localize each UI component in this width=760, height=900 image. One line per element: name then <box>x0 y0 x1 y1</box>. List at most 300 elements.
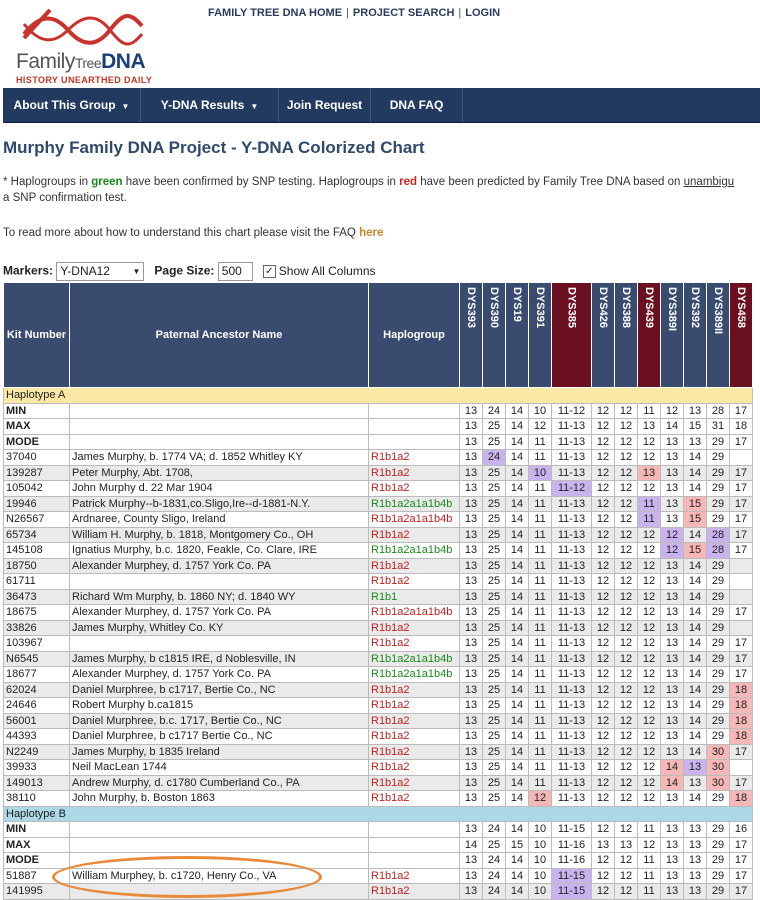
marker-value-cell <box>730 620 753 636</box>
haplogroup-cell: R1b1a2a1a1b4b <box>369 496 460 512</box>
kit-number-cell: 24646 <box>4 698 70 714</box>
haplogroup-cell: R1b1a2 <box>369 744 460 760</box>
marker-value-cell: 17 <box>730 512 753 528</box>
marker-value-cell: 12 <box>592 450 615 466</box>
ancestor-name-cell: Alexander Murphey, d. 1757 York Co. PA <box>70 667 369 683</box>
kit-number-cell: 19946 <box>4 496 70 512</box>
marker-value-cell: 17 <box>730 667 753 683</box>
marker-value-cell: 12 <box>615 465 638 481</box>
table-row <box>4 884 753 900</box>
marker-value-cell: 13 <box>684 837 707 853</box>
marker-value-cell: 14 <box>506 791 529 807</box>
table-row <box>4 481 753 497</box>
marker-value-cell: 13 <box>638 419 661 435</box>
marker-value-cell: 11-12 <box>552 481 592 497</box>
ancestor-name-cell: Daniel Murphree, b.c. 1717, Bertie Co., NC <box>70 713 369 729</box>
marker-value-cell: 18 <box>730 729 753 745</box>
ancestor-name-cell: Patrick Murphy--b-1831,co.Sligo,Ire--d-1881-N.Y. <box>70 496 369 512</box>
stat-row <box>4 822 753 838</box>
marker-value-cell: 13 <box>661 729 684 745</box>
marker-value-cell: 12 <box>661 543 684 559</box>
marker-value-cell: 13 <box>661 667 684 683</box>
marker-value-cell: 31 <box>707 419 730 435</box>
marker-value-cell: 10 <box>529 884 552 900</box>
ancestor-name-cell: Ardnaree, County Sligo, Ireland <box>70 512 369 528</box>
marker-value-cell: 11-13 <box>552 589 592 605</box>
marker-value-cell: 29 <box>707 682 730 698</box>
table-row <box>4 527 753 543</box>
markers-select[interactable]: Y-DNA12 ▼ <box>56 262 144 281</box>
marker-value-cell: 12 <box>638 837 661 853</box>
kit-number-cell: 145108 <box>4 543 70 559</box>
marker-value-cell: 29 <box>707 837 730 853</box>
marker-value-cell: 12 <box>592 667 615 683</box>
marker-value-cell: 12 <box>638 589 661 605</box>
marker-value-cell: 11 <box>529 744 552 760</box>
ancestor-name-cell: James Murphy, b c1815 IRE, d Noblesville, IN <box>70 651 369 667</box>
stat-row <box>4 837 753 853</box>
marker-value-cell: 11-16 <box>552 837 592 853</box>
kit-number-cell: 37040 <box>4 450 70 466</box>
link-home[interactable]: FAMILY TREE DNA HOME <box>208 7 343 19</box>
ancestor-name-cell: Neil MacLean 1744 <box>70 760 369 776</box>
marker-value-cell: 17 <box>730 853 753 869</box>
dropdown-arrow-icon: ▼ <box>132 267 141 276</box>
marker-value-cell: 14 <box>506 744 529 760</box>
marker-value-cell: 12 <box>592 543 615 559</box>
marker-value-cell: 12 <box>592 496 615 512</box>
table-row <box>4 713 753 729</box>
marker-value-cell: 24 <box>483 884 506 900</box>
marker-value-cell: 12 <box>615 713 638 729</box>
haplogroup-cell: R1b1a2 <box>369 729 460 745</box>
empty-cell <box>369 853 460 869</box>
stat-label: MAX <box>4 419 70 435</box>
marker-value-cell: 10 <box>529 853 552 869</box>
marker-value-cell: 12 <box>638 760 661 776</box>
marker-value-cell: 29 <box>707 713 730 729</box>
marker-value-cell: 25 <box>483 760 506 776</box>
marker-value-cell: 12 <box>615 698 638 714</box>
header-marker <box>615 283 638 388</box>
marker-value-cell: 12 <box>592 419 615 435</box>
marker-value-cell: 29 <box>707 620 730 636</box>
kit-number-cell: 18675 <box>4 605 70 621</box>
page-size-input[interactable]: 500 <box>218 262 253 281</box>
empty-cell <box>369 403 460 419</box>
marker-value-cell: 12 <box>638 729 661 745</box>
brand-tagline: HISTORY UNEARTHED DAILY <box>16 75 153 85</box>
marker-value-cell: 13 <box>661 791 684 807</box>
marker-value-cell: 12 <box>592 729 615 745</box>
marker-value-cell: 14 <box>684 620 707 636</box>
marker-value-cell: 13 <box>684 403 707 419</box>
marker-value-cell: 11-13 <box>552 527 592 543</box>
marker-value-cell: 13 <box>661 853 684 869</box>
marker-value-cell: 12 <box>615 543 638 559</box>
haplotype-group-label: Haplotype B <box>4 806 753 822</box>
kit-number-cell: 65734 <box>4 527 70 543</box>
empty-cell <box>70 419 369 435</box>
table-row <box>4 744 753 760</box>
marker-value-cell: 11-13 <box>552 512 592 528</box>
marker-value-cell: 12 <box>638 682 661 698</box>
markers-label: Markers: <box>3 263 54 278</box>
haplotype-group-row <box>4 806 753 822</box>
marker-value-cell: 15 <box>684 543 707 559</box>
marker-value-cell: 12 <box>615 868 638 884</box>
marker-value-cell: 12 <box>592 403 615 419</box>
marker-value-cell: 11 <box>529 775 552 791</box>
marker-value-cell: 11-13 <box>552 558 592 574</box>
marker-value-cell: 14 <box>684 574 707 590</box>
marker-value-cell: 24 <box>483 822 506 838</box>
haplotype-group-row <box>4 388 753 404</box>
main-nav <box>3 88 760 123</box>
marker-value-cell: 12 <box>615 651 638 667</box>
marker-value-cell: 12 <box>615 760 638 776</box>
marker-value-cell: 11 <box>529 589 552 605</box>
marker-value-cell: 11 <box>529 760 552 776</box>
marker-value-cell: 11 <box>638 853 661 869</box>
haplogroup-cell: R1b1a2 <box>369 574 460 590</box>
marker-value-cell: 14 <box>506 651 529 667</box>
marker-value-cell: 11 <box>529 713 552 729</box>
ancestor-name-cell: Richard Wm Murphy, b. 1860 NY; d. 1840 WY <box>70 589 369 605</box>
header-marker <box>529 283 552 388</box>
caret-down-icon: ▼ <box>250 102 259 111</box>
marker-value-cell: 25 <box>483 434 506 450</box>
marker-value-cell: 11-13 <box>552 543 592 559</box>
marker-value-cell: 12 <box>615 574 638 590</box>
marker-value-cell: 25 <box>483 589 506 605</box>
marker-value-cell: 15 <box>684 496 707 512</box>
marker-value-cell: 14 <box>684 713 707 729</box>
marker-value-cell: 14 <box>684 481 707 497</box>
marker-value-cell <box>730 450 753 466</box>
ancestor-name-cell <box>70 884 369 900</box>
header-row <box>4 283 753 388</box>
table-row <box>4 589 753 605</box>
marker-label: DYS426 <box>597 287 609 328</box>
marker-value-cell: 12 <box>615 434 638 450</box>
marker-value-cell: 18 <box>730 698 753 714</box>
marker-value-cell: 13 <box>661 713 684 729</box>
marker-value-cell: 25 <box>483 837 506 853</box>
marker-value-cell: 12 <box>592 698 615 714</box>
haplogroup-cell: R1b1a2a1a1b4b <box>369 651 460 667</box>
marker-value-cell: 13 <box>460 589 483 605</box>
marker-value-cell: 25 <box>483 465 506 481</box>
haplogroup-cell: R1b1a2 <box>369 713 460 729</box>
marker-value-cell: 11-13 <box>552 651 592 667</box>
marker-value-cell: 14 <box>460 837 483 853</box>
marker-value-cell: 29 <box>707 574 730 590</box>
marker-value-cell: 12 <box>592 744 615 760</box>
marker-value-cell: 13 <box>661 465 684 481</box>
marker-value-cell: 13 <box>460 682 483 698</box>
marker-value-cell: 11 <box>529 481 552 497</box>
marker-value-cell: 13 <box>460 667 483 683</box>
marker-value-cell: 11 <box>529 558 552 574</box>
marker-value-cell: 14 <box>684 636 707 652</box>
marker-value-cell: 11 <box>638 868 661 884</box>
marker-value-cell: 14 <box>684 527 707 543</box>
marker-value-cell: 14 <box>506 729 529 745</box>
marker-value-cell: 12 <box>638 543 661 559</box>
marker-label: DYS389I <box>666 287 678 332</box>
marker-value-cell: 12 <box>592 481 615 497</box>
marker-value-cell: 12 <box>638 713 661 729</box>
marker-value-cell: 12 <box>615 450 638 466</box>
marker-value-cell: 14 <box>506 434 529 450</box>
marker-value-cell: 11 <box>529 698 552 714</box>
nav-y-dna-results[interactable]: Y-DNA Results ▼ <box>141 88 279 122</box>
marker-value-cell: 11-15 <box>552 822 592 838</box>
kit-number-cell: 62024 <box>4 682 70 698</box>
marker-value-cell: 13 <box>661 884 684 900</box>
marker-value-cell: 12 <box>638 698 661 714</box>
marker-value-cell: 12 <box>638 667 661 683</box>
header-kit-number[interactable]: Kit Number <box>4 283 70 388</box>
marker-value-cell: 12 <box>615 775 638 791</box>
stat-row <box>4 853 753 869</box>
marker-value-cell: 12 <box>638 527 661 543</box>
ancestor-name-cell: Ignatius Murphy, b.c. 1820, Feakle, Co. Clare, IRE <box>70 543 369 559</box>
marker-value-cell: 13 <box>661 512 684 528</box>
marker-value-cell: 13 <box>460 729 483 745</box>
dna-helix-icon <box>10 8 150 52</box>
marker-value-cell: 28 <box>707 403 730 419</box>
marker-value-cell: 11 <box>638 403 661 419</box>
marker-value-cell: 14 <box>684 744 707 760</box>
marker-value-cell: 12 <box>592 574 615 590</box>
chart-controls <box>3 262 376 282</box>
marker-value-cell: 25 <box>483 744 506 760</box>
nav-dna-faq[interactable]: DNA FAQ <box>371 88 463 122</box>
marker-value-cell: 29 <box>707 791 730 807</box>
marker-value-cell: 12 <box>638 651 661 667</box>
ancestor-name-cell <box>70 636 369 652</box>
marker-value-cell: 12 <box>592 791 615 807</box>
marker-value-cell: 12 <box>592 853 615 869</box>
marker-label: DYS392 <box>689 287 701 328</box>
ancestor-name-cell: William Murphey, b. c1720, Henry Co., VA <box>70 868 369 884</box>
marker-value-cell: 25 <box>483 558 506 574</box>
nav-about-this-group[interactable]: About This Group ▼ <box>3 88 141 122</box>
page-size-label: Page Size: <box>154 263 215 278</box>
marker-value-cell: 17 <box>730 496 753 512</box>
marker-value-cell: 29 <box>707 496 730 512</box>
marker-value-cell: 11 <box>529 636 552 652</box>
marker-value-cell: 14 <box>506 884 529 900</box>
table-header <box>4 283 753 388</box>
marker-value-cell: 25 <box>483 512 506 528</box>
marker-value-cell: 11 <box>529 682 552 698</box>
marker-value-cell: 12 <box>638 450 661 466</box>
marker-value-cell: 12 <box>615 667 638 683</box>
marker-value-cell: 15 <box>684 419 707 435</box>
marker-value-cell: 17 <box>730 403 753 419</box>
marker-value-cell: 14 <box>506 589 529 605</box>
marker-value-cell: 10 <box>529 403 552 419</box>
marker-value-cell: 14 <box>506 605 529 621</box>
kit-number-cell: 36473 <box>4 589 70 605</box>
marker-value-cell: 14 <box>684 791 707 807</box>
marker-value-cell: 25 <box>483 620 506 636</box>
nav-join-request[interactable]: Join Request <box>279 88 371 122</box>
marker-value-cell <box>730 574 753 590</box>
marker-value-cell: 17 <box>730 434 753 450</box>
marker-value-cell: 14 <box>684 698 707 714</box>
marker-value-cell: 12 <box>638 791 661 807</box>
marker-value-cell: 12 <box>615 589 638 605</box>
top-links: FAMILY TREE DNA HOME | PROJECT SEARCH | LOGIN <box>208 7 501 19</box>
marker-value-cell: 14 <box>506 698 529 714</box>
marker-value-cell: 11 <box>638 822 661 838</box>
marker-value-cell: 14 <box>506 574 529 590</box>
kit-number-cell: 38110 <box>4 791 70 807</box>
marker-value-cell: 13 <box>460 403 483 419</box>
marker-value-cell: 11-13 <box>552 450 592 466</box>
stat-label: MAX <box>4 837 70 853</box>
marker-value-cell: 12 <box>615 527 638 543</box>
marker-value-cell: 12 <box>638 574 661 590</box>
marker-value-cell: 13 <box>592 837 615 853</box>
kit-number-cell: 105042 <box>4 481 70 497</box>
haplogroup-cell: R1b1 <box>369 589 460 605</box>
header-marker <box>661 283 684 388</box>
family-tree-dna-logo[interactable] <box>10 8 160 88</box>
marker-value-cell: 13 <box>460 620 483 636</box>
marker-value-cell: 14 <box>506 543 529 559</box>
ancestor-name-cell: James Murphy, Whitley Co. KY <box>70 620 369 636</box>
table-row <box>4 620 753 636</box>
marker-value-cell: 14 <box>684 605 707 621</box>
marker-value-cell: 18 <box>730 713 753 729</box>
marker-value-cell: 25 <box>483 527 506 543</box>
marker-value-cell: 13 <box>661 589 684 605</box>
marker-value-cell: 25 <box>483 496 506 512</box>
ancestor-name-cell: James Murphy, b 1835 Ireland <box>70 744 369 760</box>
marker-label: DYS439 <box>643 287 655 328</box>
marker-value-cell: 12 <box>638 481 661 497</box>
stat-label: MODE <box>4 853 70 869</box>
marker-value-cell: 14 <box>506 512 529 528</box>
marker-value-cell: 15 <box>684 512 707 528</box>
marker-value-cell: 14 <box>506 558 529 574</box>
intro-text-continued: a SNP confirmation test. <box>3 192 127 204</box>
marker-value-cell: 12 <box>592 775 615 791</box>
kit-number-cell: 61711 <box>4 574 70 590</box>
empty-cell <box>70 434 369 450</box>
marker-value-cell: 13 <box>460 419 483 435</box>
ancestor-name-cell: Alexander Murphey, d. 1757 York Co. PA <box>70 605 369 621</box>
marker-value-cell: 12 <box>638 605 661 621</box>
marker-label: DYS385 <box>565 287 578 328</box>
marker-value-cell: 13 <box>460 434 483 450</box>
marker-value-cell: 30 <box>707 744 730 760</box>
marker-value-cell: 12 <box>615 558 638 574</box>
marker-value-cell: 15 <box>506 837 529 853</box>
table-row <box>4 574 753 590</box>
marker-value-cell: 29 <box>707 868 730 884</box>
table-row <box>4 667 753 683</box>
marker-value-cell: 29 <box>707 434 730 450</box>
marker-value-cell: 17 <box>730 775 753 791</box>
marker-value-cell: 29 <box>707 884 730 900</box>
marker-value-cell: 14 <box>506 775 529 791</box>
table-row <box>4 698 753 714</box>
marker-value-cell: 13 <box>661 744 684 760</box>
marker-value-cell: 12 <box>615 605 638 621</box>
marker-value-cell: 13 <box>460 775 483 791</box>
marker-value-cell: 14 <box>506 419 529 435</box>
marker-value-cell: 13 <box>460 465 483 481</box>
ancestor-name-cell: Alexander Murphey, d. 1757 York Co. PA <box>70 558 369 574</box>
ancestor-name-cell: Daniel Murphree, b c1717, Bertie Co., NC <box>70 682 369 698</box>
stat-label: MODE <box>4 434 70 450</box>
haplogroup-cell: R1b1a2 <box>369 760 460 776</box>
marker-value-cell: 29 <box>707 698 730 714</box>
haplotype-group-label: Haplotype A <box>4 388 753 404</box>
haplogroup-cell: R1b1a2 <box>369 868 460 884</box>
marker-value-cell: 14 <box>506 636 529 652</box>
marker-value-cell: 10 <box>529 868 552 884</box>
table-row <box>4 465 753 481</box>
marker-value-cell: 13 <box>684 434 707 450</box>
marker-value-cell: 13 <box>684 853 707 869</box>
marker-value-cell: 11-13 <box>552 698 592 714</box>
haplogroup-cell: R1b1a2 <box>369 527 460 543</box>
ancestor-name-cell: Peter Murphy, Abt. 1708, <box>70 465 369 481</box>
show-all-columns-checkbox[interactable]: ✓ <box>263 265 276 278</box>
header-haplogroup[interactable]: Haplogroup <box>369 283 460 388</box>
marker-value-cell: 24 <box>483 403 506 419</box>
empty-cell <box>70 822 369 838</box>
faq-here-link[interactable]: here <box>359 227 384 239</box>
ancestor-name-cell: William H. Murphy, b. 1818, Montgomery Co., OH <box>70 527 369 543</box>
stat-row <box>4 434 753 450</box>
header-marker <box>684 283 707 388</box>
table-row <box>4 512 753 528</box>
link-project-search[interactable]: PROJECT SEARCH <box>352 7 455 19</box>
marker-value-cell: 13 <box>460 558 483 574</box>
marker-value-cell: 11 <box>529 512 552 528</box>
marker-value-cell: 13 <box>661 574 684 590</box>
marker-value-cell: 11 <box>638 512 661 528</box>
marker-value-cell: 14 <box>506 853 529 869</box>
marker-value-cell: 12 <box>529 419 552 435</box>
marker-value-cell: 29 <box>707 636 730 652</box>
marker-label: DYS458 <box>735 287 747 328</box>
marker-value-cell: 13 <box>661 698 684 714</box>
marker-value-cell: 12 <box>638 434 661 450</box>
marker-value-cell: 13 <box>661 636 684 652</box>
marker-value-cell: 12 <box>615 682 638 698</box>
marker-value-cell: 29 <box>707 853 730 869</box>
marker-label: DYS389II <box>712 287 724 335</box>
marker-value-cell: 13 <box>460 636 483 652</box>
marker-value-cell: 13 <box>460 496 483 512</box>
marker-value-cell: 11 <box>529 729 552 745</box>
marker-value-cell: 12 <box>638 558 661 574</box>
marker-value-cell: 29 <box>707 589 730 605</box>
marker-value-cell: 12 <box>661 403 684 419</box>
link-login[interactable]: LOGIN <box>465 7 501 19</box>
header-paternal-ancestor[interactable]: Paternal Ancestor Name <box>70 283 369 388</box>
table-row <box>4 450 753 466</box>
